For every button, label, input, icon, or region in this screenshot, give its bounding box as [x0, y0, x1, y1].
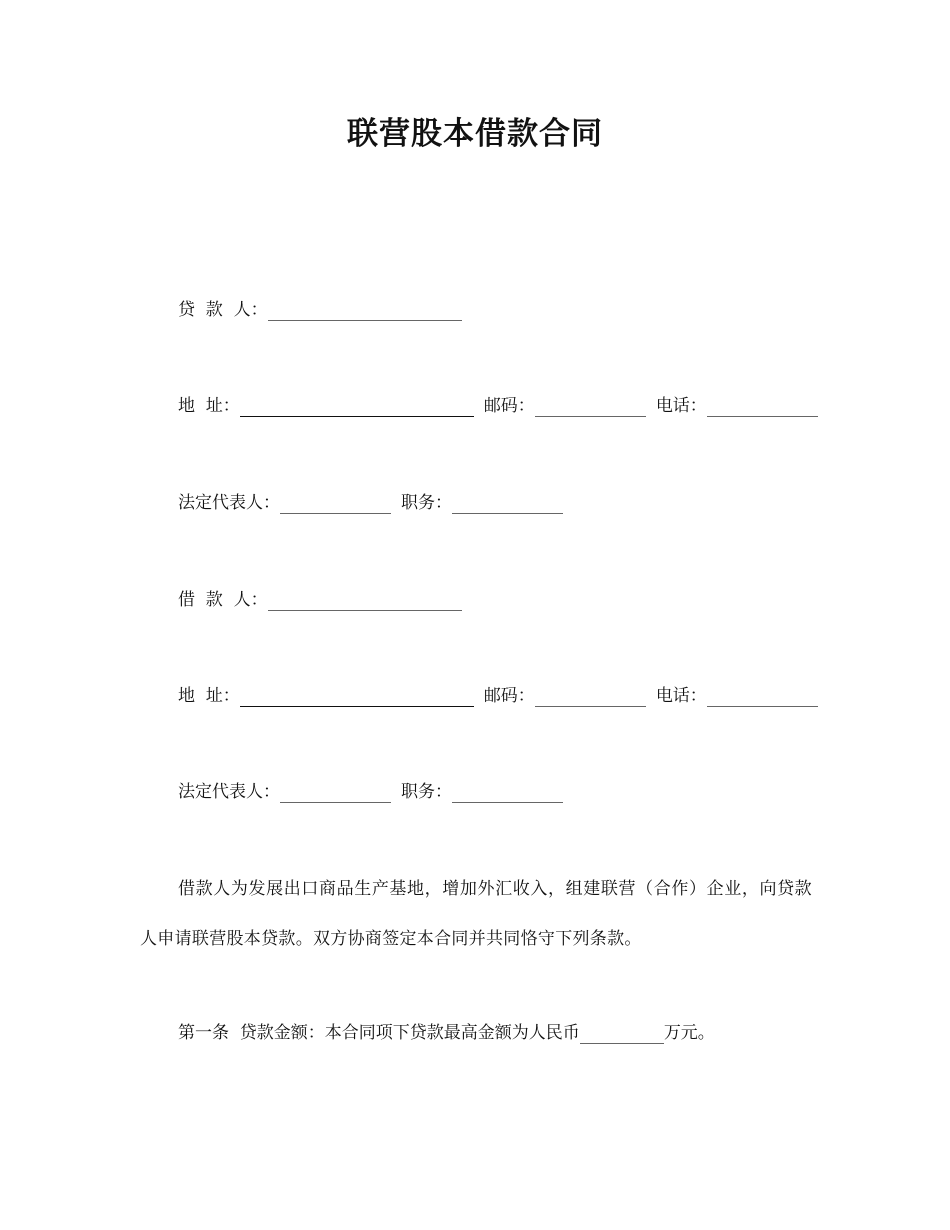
- borrower-address-field[interactable]: [240, 685, 474, 707]
- lender-name-field[interactable]: [268, 299, 462, 321]
- borrower-position-field[interactable]: [452, 781, 563, 803]
- lender-address-field[interactable]: [240, 395, 474, 417]
- borrower-rep-label: 法定代表人：: [178, 782, 280, 802]
- preamble-paragraph: 借款人为发展出口商品生产基地，增加外汇收入，组建联营（合作）企业，向贷款人申请联营股本贷款。双方协商签定本合同并共同恪守下列条款。: [140, 879, 812, 949]
- lender-phone-field[interactable]: [707, 395, 818, 417]
- borrower-address-line: [178, 681, 818, 711]
- loan-amount-field[interactable]: [580, 1022, 664, 1044]
- lender-rep-label: 法定代表人：: [178, 493, 280, 513]
- lender-rep-field[interactable]: [280, 492, 391, 514]
- lender-address-line: [178, 391, 818, 421]
- lender-position-field[interactable]: [452, 492, 563, 514]
- lender-rep-line: [178, 488, 563, 518]
- document-title: 联营股本借款合同: [347, 116, 603, 152]
- lender-postcode-label: 邮码：: [483, 396, 535, 416]
- borrower-name-line: [178, 585, 462, 615]
- borrower-rep-field[interactable]: [280, 781, 391, 803]
- lender-address-label: 地 址：: [178, 396, 240, 416]
- borrower-position-label: 职务：: [401, 782, 452, 802]
- borrower-name-label: 借 款 人：: [178, 590, 268, 610]
- lender-postcode-field[interactable]: [535, 395, 646, 417]
- borrower-postcode-field[interactable]: [535, 685, 646, 707]
- borrower-address-label: 地 址：: [178, 686, 240, 706]
- borrower-phone-label: 电话：: [655, 686, 707, 706]
- borrower-postcode-label: 邮码：: [483, 686, 535, 706]
- borrower-name-field[interactable]: [268, 589, 462, 611]
- lender-phone-label: 电话：: [655, 396, 707, 416]
- borrower-phone-field[interactable]: [707, 685, 818, 707]
- lender-name-line: [178, 295, 462, 325]
- lender-name-label: 贷 款 人：: [178, 300, 268, 320]
- lender-position-label: 职务：: [401, 493, 452, 513]
- borrower-rep-line: [178, 777, 563, 807]
- article-1-unit: 万元。: [663, 1023, 715, 1043]
- article-1-text: 第一条 贷款金额：本合同项下贷款最高金额为人民币: [178, 1023, 580, 1043]
- article-1-line: [178, 1018, 715, 1048]
